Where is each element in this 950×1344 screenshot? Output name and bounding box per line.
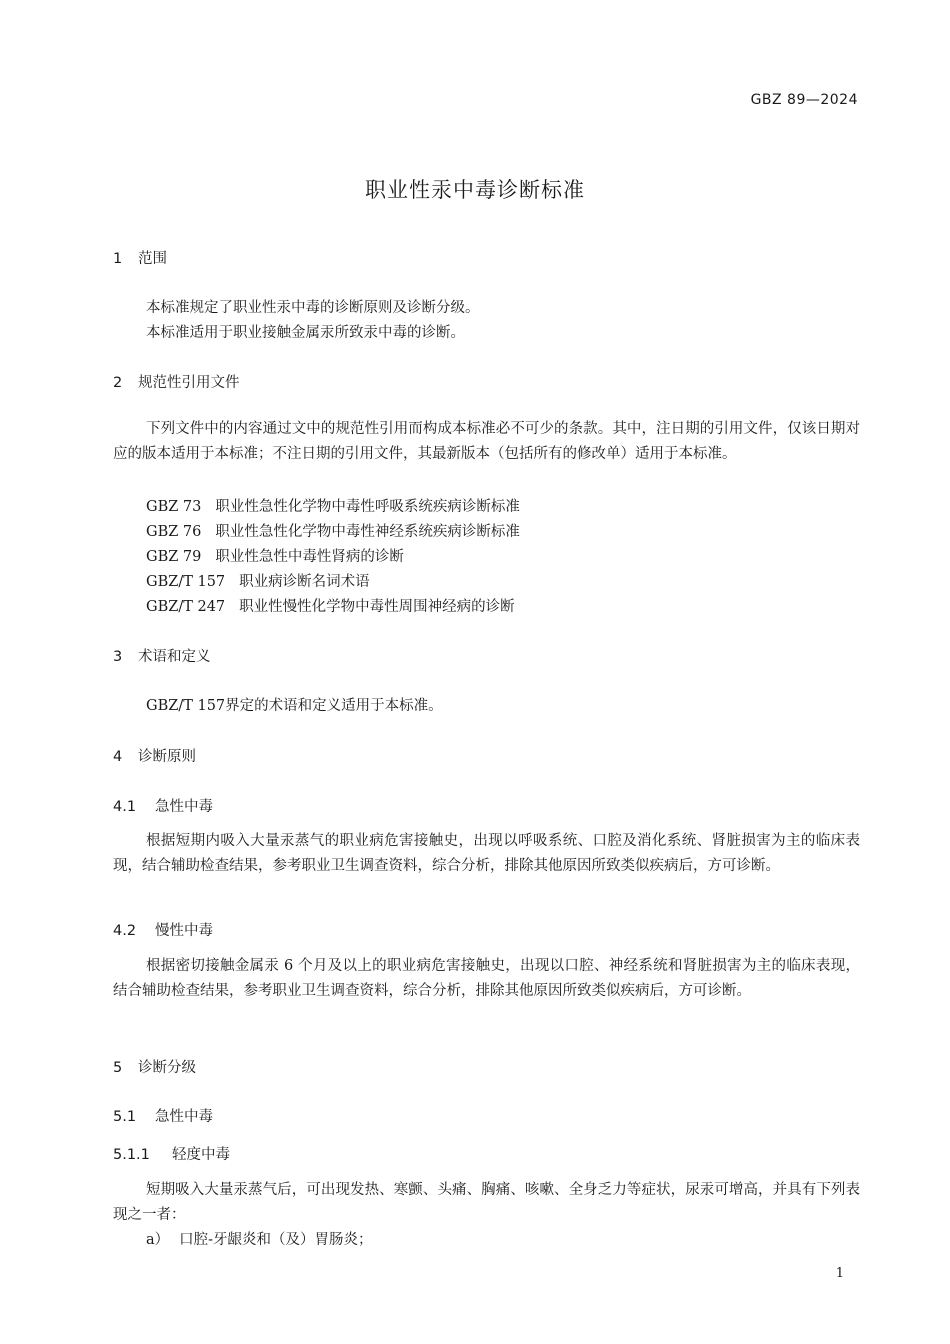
section-number: 4: [113, 749, 123, 765]
section-number: 5.1: [113, 1109, 137, 1125]
section-3-heading: [113, 645, 211, 666]
reference-title: 职业性慢性化学物中毒性周围神经病的诊断: [239, 599, 515, 615]
section-title: 急性中毒: [155, 1109, 213, 1125]
section-4-2-heading: [113, 919, 213, 940]
standard-code: GBZ 89—2024: [750, 92, 858, 108]
references-intro: 下列文件中的内容通过文中的规范性引用而构成本标准必不可少的条款。其中，注日期的引用文件，仅该日期对应的版本适用于本标准；不注日期的引用文件，其最新版本（包括所有的修改单）适用于本标准。: [113, 421, 860, 462]
terms-text: GBZ/T 157界定的术语和定义适用于本标准。: [146, 698, 443, 714]
reference-item: [146, 495, 520, 516]
list-item-text: 口腔-牙龈炎和（及）胃肠炎；: [179, 1232, 373, 1248]
section-number: 5.1.1: [113, 1147, 150, 1163]
mild-acute-text: 短期吸入大量汞蒸气后，可出现发热、寒颤、头痛、胸痛、咳嗽、全身乏力等症状，尿汞可增高，并具有下列表现之一者：: [113, 1182, 860, 1223]
section-5-1-1-heading: [113, 1143, 230, 1164]
section-title: 术语和定义: [138, 649, 211, 665]
section-4-1-heading: [113, 795, 213, 816]
reference-title: 职业病诊断名词术语: [239, 574, 370, 590]
section-2-heading: [113, 371, 240, 392]
section-title: 规范性引用文件: [138, 375, 240, 391]
scope-line-1: 本标准规定了职业性汞中毒的诊断原则及诊断分级。: [146, 300, 480, 316]
section-1-heading: [113, 247, 167, 268]
reference-code: GBZ/T 157: [146, 574, 226, 590]
reference-item: [146, 595, 515, 616]
reference-code: GBZ/T 247: [146, 599, 226, 615]
section-title: 轻度中毒: [172, 1147, 230, 1163]
scope-line-2: 本标准适用于职业接触金属汞所致汞中毒的诊断。: [146, 325, 465, 341]
section-title: 慢性中毒: [155, 923, 213, 939]
section-4-heading: [113, 745, 196, 766]
reference-title: 职业性急性化学物中毒性呼吸系统疾病诊断标准: [215, 499, 520, 515]
section-number: 4.1: [113, 799, 137, 815]
section-number: 1: [113, 251, 123, 267]
section-number: 3: [113, 649, 123, 665]
section-number: 2: [113, 375, 123, 391]
reference-code: GBZ 73: [146, 499, 202, 515]
section-title: 急性中毒: [155, 799, 213, 815]
section-title: 诊断原则: [138, 749, 196, 765]
reference-item: [146, 545, 404, 566]
reference-title: 职业性急性中毒性肾病的诊断: [215, 549, 404, 565]
page-number: 1: [835, 1266, 844, 1281]
section-number: 4.2: [113, 923, 137, 939]
section-title: 范围: [138, 251, 167, 267]
section-5-heading: [113, 1056, 196, 1077]
section-number: 5: [113, 1060, 123, 1076]
reference-code: GBZ 76: [146, 524, 202, 540]
section-5-1-heading: [113, 1105, 213, 1126]
reference-title: 职业性急性化学物中毒性神经系统疾病诊断标准: [215, 524, 520, 540]
chronic-principle-text: 根据密切接触金属汞 6 个月及以上的职业病危害接触史，出现以口腔、神经系统和肾脏损害为主的临床表现，结合辅助检查结果，参考职业卫生调查资料，综合分析，排除其他原因所致类似疾病后，方可诊断。: [113, 958, 860, 999]
reference-code: GBZ 79: [146, 549, 202, 565]
section-title: 诊断分级: [138, 1060, 196, 1076]
reference-item: [146, 520, 520, 541]
acute-principle-text: 根据短期内吸入大量汞蒸气的职业病危害接触史，出现以呼吸系统、口腔及消化系统、肾脏损害为主的临床表现，结合辅助检查结果，参考职业卫生调查资料，综合分析，排除其他原因所致类似疾病后，方可诊断。: [113, 833, 860, 874]
list-item: [146, 1228, 373, 1249]
reference-item: [146, 570, 370, 591]
list-marker: a）: [146, 1232, 170, 1248]
document-title: 职业性汞中毒诊断标准: [365, 178, 585, 202]
